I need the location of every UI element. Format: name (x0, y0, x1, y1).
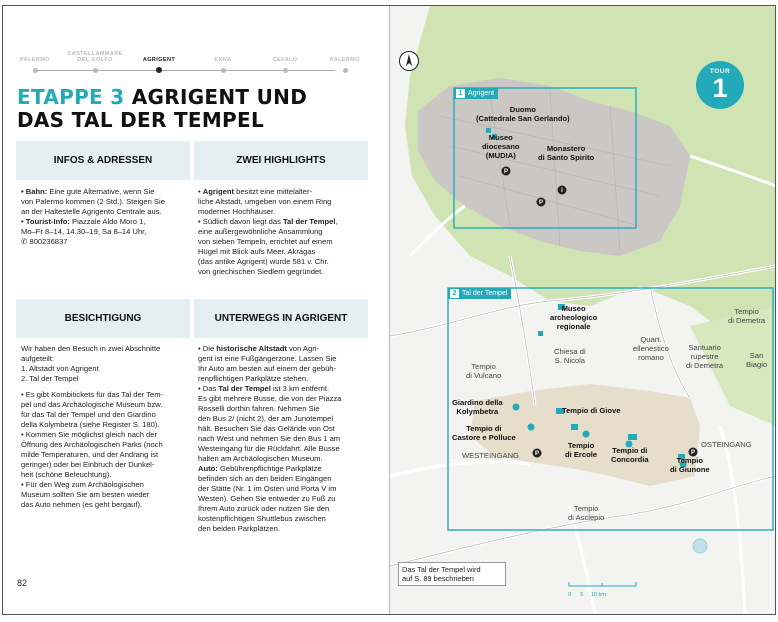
card-line (198, 494, 368, 504)
text: • Südlich davon liegt das (198, 217, 283, 226)
card-line (21, 450, 191, 460)
label-san-biagio: San Biagio (746, 351, 768, 369)
timeline-stop (315, 48, 375, 73)
text: der Stätte (Nr. 1 im Osten und Porta V im (198, 484, 337, 493)
bold-text: • Bahn: (21, 187, 48, 196)
map-page (389, 6, 775, 614)
label-duomo: Duomo (Cattedrale San Gerlando) (476, 105, 570, 123)
text: Öffnung des Archäologischen Parks (noch (21, 440, 163, 449)
text: nach West und nehmen Sie den Bus 1 am (198, 434, 341, 443)
text: eine außergewöhnliche Ansammlung (198, 227, 323, 236)
label-tempio-giunone: Tempio di Giunone (670, 456, 710, 474)
card-line (21, 197, 191, 207)
card-line (198, 434, 368, 444)
card-heading-unterwegs: UNTERWEGS IN AGRIGENT (194, 299, 368, 338)
text: Westen). Gehen Sie entweder zu Fuß zu (198, 494, 336, 503)
card-line (21, 420, 191, 430)
text: kostenpflichtigen Shuttlebus zwischen (198, 514, 326, 523)
card-line (21, 390, 191, 400)
card-heading-besichtigung: BESICHTIGUNG (16, 299, 190, 338)
svg-text:P: P (538, 200, 544, 206)
card-line (198, 424, 368, 434)
card-line (198, 504, 368, 514)
card-line (21, 217, 191, 227)
bold-text: Tal der Tempel (218, 384, 271, 393)
text: halten am Archäologischen Museum. (198, 454, 323, 463)
card-line (21, 237, 191, 247)
label-giardino: Giardino della Kolymbetra (452, 398, 503, 416)
tour-label: TOUR (709, 68, 731, 75)
label-tempio-vulcano: Tempio di Vulcano (466, 362, 502, 380)
card-line (21, 354, 191, 364)
card-body-infos (21, 187, 191, 247)
timeline-dot (343, 68, 348, 73)
text: • Es gibt Kombitickets für das Tal der Tem- (21, 390, 164, 399)
region-tag-valley (448, 288, 511, 299)
card-line (198, 444, 368, 454)
map-note: Das Tal der Tempel wird auf S. 89 beschrieben (398, 562, 506, 586)
text: Rosselli dorthin fahren. Nehmen Sie (198, 404, 320, 413)
region-name: Tal der Tempel (462, 290, 508, 297)
text: von sieben Tempeln, errichtet auf einem (198, 237, 333, 246)
svg-text:i: i (561, 188, 563, 194)
text: Ihr Auto am besten auf einem der gebüh- (198, 364, 337, 373)
map-scale (568, 574, 638, 598)
region-num: 2 (450, 289, 459, 298)
title-accent: ETAPPE 3 (17, 85, 125, 109)
text: liche Altstadt, umgeben von einem Ring (198, 197, 332, 206)
text: Hügel mit Blick aufs Meer. Akrágas (198, 247, 316, 256)
text: für das Tal der Tempel und den Giardino (21, 410, 156, 419)
text: befinden sich an den beiden Eingängen (198, 474, 332, 483)
card-line (198, 344, 368, 354)
text: hält. Besuchen Sie das Gelände von Ost (198, 424, 335, 433)
title-line1: AGRIGENT UND (124, 85, 308, 109)
label-museo-diocesano: Museo diocesano (MUDIA) (482, 133, 520, 160)
label-museo-archeologico: Museo archeologico regionale (550, 304, 598, 331)
timeline-stop (65, 48, 125, 73)
region-num: 1 (456, 89, 465, 98)
bold-text: historische Altstadt (216, 344, 287, 353)
card-line (198, 394, 368, 404)
bold-text: Agrigent (202, 187, 234, 196)
card-line (21, 480, 191, 490)
card-body-highlights (198, 187, 368, 277)
text: Westeingang für die Rückfahrt. Alle Busse (198, 444, 340, 453)
bold-text: Tal der Tempel (282, 217, 336, 226)
card-line (21, 470, 191, 480)
timeline-stop (5, 48, 65, 73)
text: Museum sollten Sie am besten wieder (21, 490, 150, 499)
text: von Palermo kommen (2 Std.). Steigen Sie (21, 197, 165, 206)
card-line (198, 207, 368, 217)
card-line (198, 237, 368, 247)
label-tempio-castore: Tempio di Castore e Polluce (452, 424, 516, 442)
text: geringer) oder bei Einbruch der Dunkel- (21, 460, 155, 469)
svg-text:P: P (503, 169, 509, 175)
card-line (198, 354, 368, 364)
card-line (198, 464, 368, 474)
text: aufgeteilt: (21, 354, 54, 363)
text: an der Haltestelle Agrigento Centrale aus. (21, 207, 162, 216)
card-line (198, 267, 368, 277)
text: moderner Hochhäuser. (198, 207, 276, 216)
timeline-dot (221, 68, 226, 73)
text: Mo–Fr 8–14, 14.30–19, Sa 8–14 Uhr, (21, 227, 147, 236)
text: ✆ 800236837 (21, 237, 68, 246)
card-body-unterwegs (198, 344, 368, 534)
card-line (198, 454, 368, 464)
text: gent ist eine Fußgängerzone. Lassen Sie (198, 354, 337, 363)
label-tempio-asclepio: Tempio di Asclepio (568, 504, 605, 522)
card-line (21, 207, 191, 217)
map-scale-label: 0 5 10 km (568, 592, 606, 598)
card-body-besichtigung (21, 344, 191, 510)
left-page (3, 6, 388, 614)
card-line (198, 257, 368, 267)
label-monastero: Monastero di Santo Spirito (538, 144, 595, 162)
timeline-stop (255, 48, 315, 73)
route-timeline (15, 48, 360, 84)
text: von griechischen Siedlern gegründet. (198, 267, 324, 276)
card-line (198, 364, 368, 374)
text: • Für den Weg zum Archäologischen (21, 480, 144, 489)
label-tempio-demetra: Tempio di Demetra (728, 307, 766, 325)
timeline-label: CASTELLAMMARE DEL GOLFO (67, 51, 123, 64)
svg-text:P: P (690, 450, 696, 456)
text: Eine gute Alternative, wenn Sie (47, 187, 155, 196)
bold-text: • Tourist-Info: (21, 217, 70, 226)
label-santuario: Santuario rupestre di Demetra (686, 343, 724, 370)
card-line (198, 247, 368, 257)
card-line (21, 440, 191, 450)
timeline-dot (283, 68, 288, 73)
text: • (198, 187, 203, 196)
label-osteingang: OSTEINGANG (701, 440, 752, 449)
text: 1. Altstadt von Agrigent (21, 364, 99, 373)
tour-badge (696, 61, 744, 109)
text: , (335, 217, 338, 226)
card-line (198, 197, 368, 207)
text: milde Temperaturen, und der Andrang ist (21, 450, 159, 459)
region-name: Agrigent (468, 90, 495, 97)
text: (das antike Agrigent) wurde 581 v. Chr. (198, 257, 329, 266)
text: ist 3 km entfernt. (270, 384, 330, 393)
card-line (21, 410, 191, 420)
card-line (21, 500, 191, 510)
text: den beiden Parkplätzen. (198, 524, 280, 533)
card-line (198, 524, 368, 534)
text: renpflichtigen Parkplätze stehen. (198, 374, 309, 383)
title-line2: DAS TAL DER TEMPEL (17, 108, 265, 132)
timeline-stop-active (129, 48, 189, 73)
svg-text:P: P (534, 451, 540, 457)
card-heading-infos: INFOS & ADRESSEN (16, 141, 190, 180)
text: den Bus 2/ (nicht 2), der am Junotempel (198, 414, 334, 423)
text: das Auto nehmen (es geht bergauf). (21, 500, 143, 509)
text: heit (schöne Beleuchtung). (21, 470, 112, 479)
card-line (21, 187, 191, 197)
card-line (198, 514, 368, 524)
card-line (198, 384, 368, 394)
tour-number: 1 (712, 73, 728, 103)
card-line (198, 374, 368, 384)
text: besitzt eine mittelalter- (234, 187, 313, 196)
card-line (198, 187, 368, 197)
timeline-label: AGRIGENT (142, 57, 176, 64)
label-chiesa: Chiesa di S. Nicola (554, 347, 586, 365)
region-tag-agrigent (454, 88, 498, 99)
timeline-label: ENNA (214, 57, 232, 64)
card-line (198, 474, 368, 484)
card-line (21, 490, 191, 500)
text: Ihrem Auto zurück oder nutzen Sie den (198, 504, 330, 513)
bold-text: Auto: (198, 464, 218, 473)
text: della Kolymbetra (siehe Register S. 180). (21, 420, 160, 429)
timeline-label: PALERMO (20, 57, 50, 64)
north-arrow-icon (399, 51, 419, 71)
text: Gebührenpflichtige Parkplätze (217, 464, 322, 473)
card-heading-highlights: ZWEI HIGHLIGHTS (194, 141, 368, 180)
card-line (198, 404, 368, 414)
timeline-dot (33, 68, 38, 73)
page-number: 82 (17, 578, 28, 588)
text: • Das (198, 384, 219, 393)
label-westeingang: WESTEINGANG (462, 451, 519, 460)
label-tempio-concordia: Tempio di Concordia (611, 446, 649, 464)
card-line (198, 414, 368, 424)
text: • Kommen Sie möglichst gleich nach der (21, 430, 158, 439)
card-line (198, 227, 368, 237)
timeline-dot (93, 68, 98, 73)
text: 2. Tal der Tempel (21, 374, 79, 383)
label-tempio-ercole: Tempio di Ercole (565, 441, 598, 459)
lake (693, 539, 707, 553)
timeline-dot (156, 67, 162, 73)
card-line (21, 400, 191, 410)
text: pel und das Archäologische Museum bzw. (21, 400, 163, 409)
timeline-label: CEFALÙ (272, 57, 298, 64)
card-line (21, 430, 191, 440)
card-line (21, 460, 191, 470)
timeline-label: PALERMO (330, 57, 360, 64)
text: • Die (198, 344, 217, 353)
page-title (17, 86, 357, 132)
label-quartiere: Quart. ellenestico romano (633, 335, 669, 362)
card-line (198, 484, 368, 494)
text: Wir haben den Besuch in zwei Abschnitte (21, 344, 161, 353)
label-tempio-giove: Tempio di Giove (562, 406, 621, 415)
text: Es gibt mehrere Busse, die von der Piazza (198, 394, 342, 403)
card-line (21, 364, 191, 374)
card-line (21, 344, 191, 354)
timeline-stop (193, 48, 253, 73)
card-line (198, 217, 368, 227)
card-line (21, 374, 191, 384)
text: von Agri- (286, 344, 319, 353)
card-line (21, 227, 191, 237)
text: Piazzale Aldo Moro 1, (69, 217, 146, 226)
